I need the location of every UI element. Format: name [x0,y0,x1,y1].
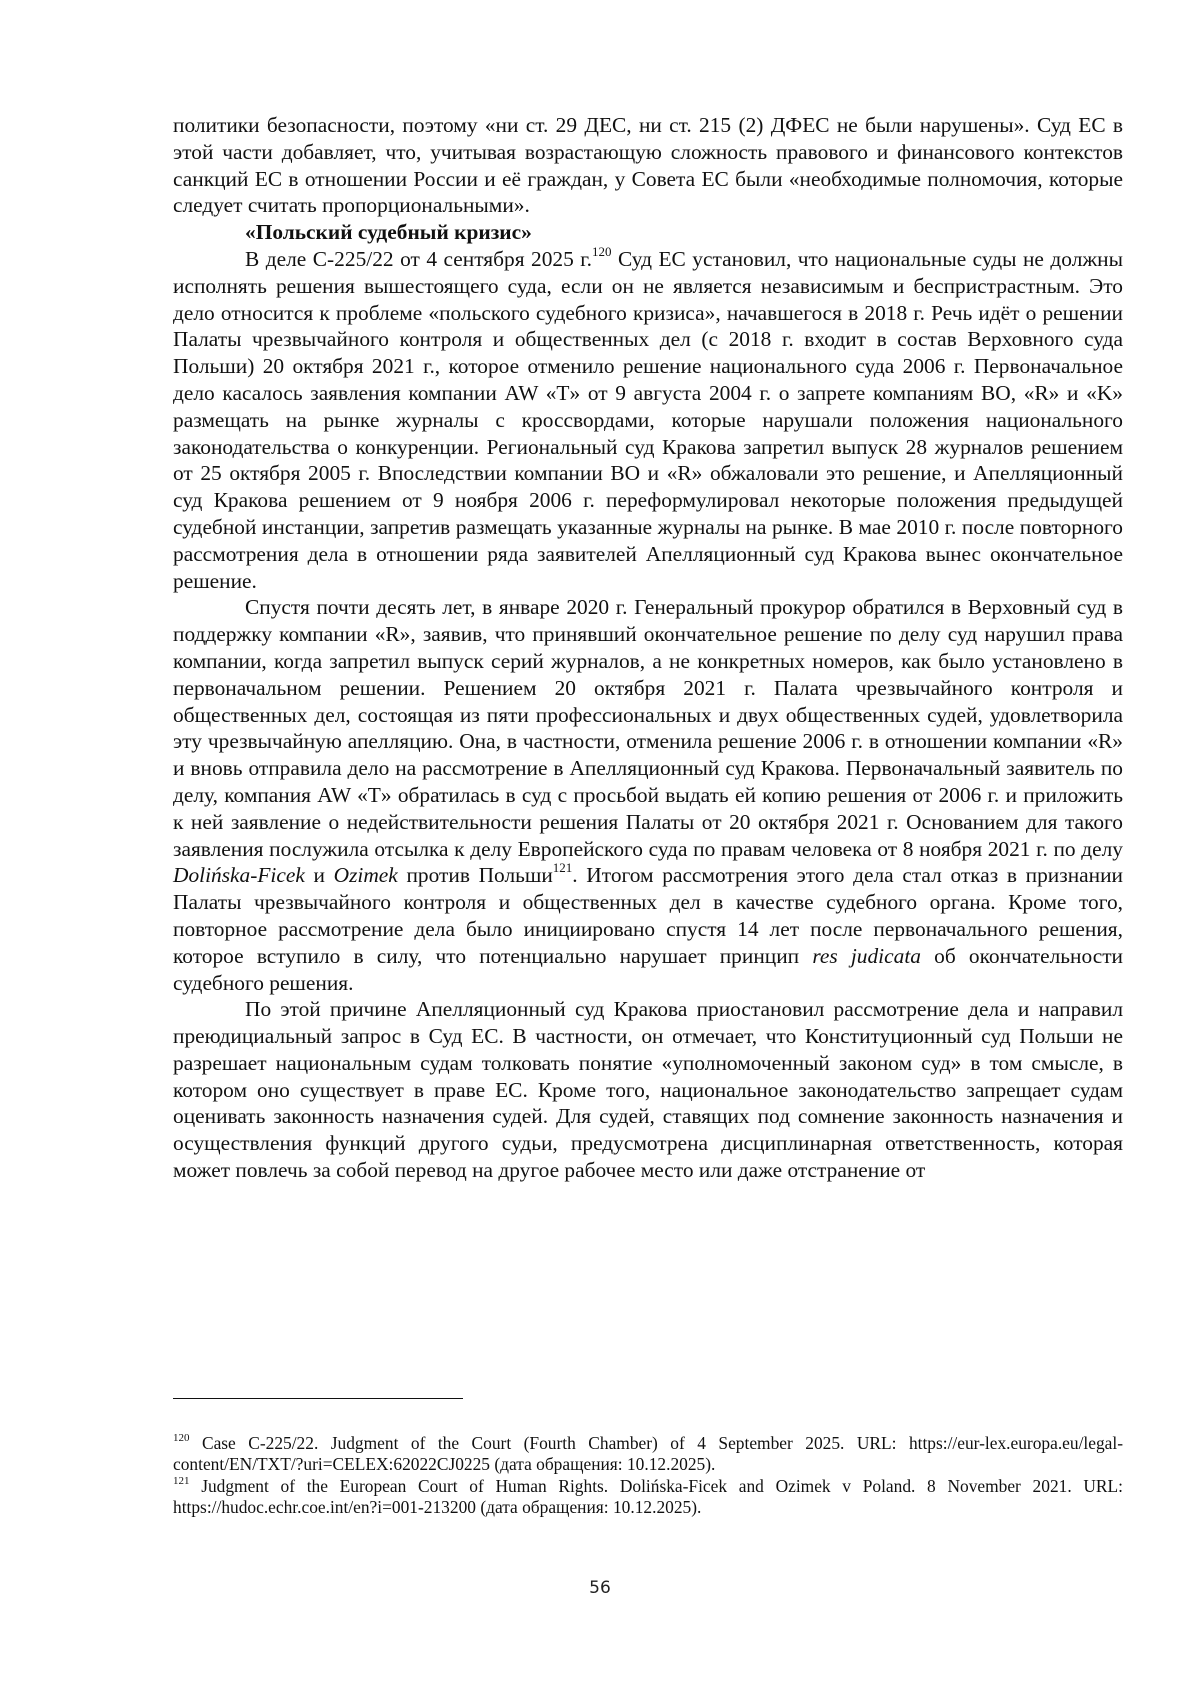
footnotes [173,1433,1123,1519]
paragraph-text: В деле C-225/22 от 4 сентября 2025 г. [245,246,593,271]
paragraph-text: и [304,863,334,888]
paragraph-prosecutor-appeal [173,594,1123,996]
paragraph-text: против Польши [397,863,553,888]
paragraph-text: . Итогом рассмотрения этого дела стал отказ в признании Палаты чрезвычайного контроля и общественных дел в качестве судебного органа. Кроме того, повторное рассмотрение дела было инициировано спустя 14 лет после первоначального решения, которое вступило в силу, что потенциально нарушает принцип [173,863,1123,968]
footnote-ref-120[interactable]: 120 [592,243,612,259]
latin-term-italic: res judicata [812,943,921,968]
paragraph-preliminary-reference: По этой причине Апелляционный суд Кракова приостановил рассмотрение дела и направил преюдициальный запрос в Суд ЕС. В частности, он отмечает, что Конституционный суд Польши не разрешает национальным судам толковать понятие «уполномоченный законом суд» в том смысле, в котором оно существует в праве ЕС. Кроме того, национальное законодательство запрещает судам оценивать законность назначения судей. Для судей, ставящих под сомнение законность назначения и осуществления функций другого судьи, предусмотрена дисциплинарная ответственность, которая может повлечь за собой перевод на другое рабочее место или даже отстранение от [173,997,1123,1183]
footnote-text: Judgment of the European Court of Human Rights. Dolińska-Ficek and Ozimek v Poland. 8 November 2021. URL: https://hudoc.echr.coe.int/en?i=001-213200 (дата обращения: 10.12.2025). [173,1475,1123,1518]
paragraph-case-c225 [173,243,1123,594]
footnote-separator [173,1398,463,1399]
page-number: 56 [589,1578,611,1598]
footnote-number: 120 [173,1432,190,1445]
footnote-number: 121 [173,1475,190,1488]
paragraph-text: Суд ЕС установил, что национальные суды не должны исполнять решения вышестоящего суда, если он не является независимым и беспристрастным. Это дело относится к проблеме «польского судебного кризиса», начавшегося в 2018 г. Речь идёт о решении Палаты чрезвычайного контроля и общественных дел (с 2018 г. входит в состав Верховного суда Польши) 20 октября 2021 г., которое отменило решение национального суда 2006 г. Первоначальное дело касалось заявления компании AW «T» от 9 августа 2004 г. о запрете компаниям BO, «R» и «K» размещать на рынке журналы с кроссвордами, которые нарушали положения национального законодательства о конкуренции. Региональный суд Кракова запретил выпуск 28 журналов решением от 25 октября 2005 г. Впоследствии компании BO и «R» обжаловали это решение, и Апелляционный суд Кракова решением от 9 ноября 2006 г. переформулировал некоторые положения предыдущей судебной инстанции, запретив размещать указанные журналы на рынке. В мае 2010 г. после повторного рассмотрения дела в отношении ряда заявителей Апелляционный суд Кракова вынес окончательное решение. [173,246,1123,593]
footnote-text: Case C-225/22. Judgment of the Court (Fourth Chamber) of 4 September 2025. URL: https://eur-lex.europa.eu/legal-content/EN/TXT/?uri=CELEX:62022CJ0225 (дата обращения: 10.12.2025). [173,1433,1123,1475]
section-heading: «Польский судебный кризис» [245,220,532,245]
case-name-italic: Dolińska-Ficek [173,863,305,888]
case-name-italic: Ozimek [333,863,398,888]
paragraph-text: Спустя почти десять лет, в январе 2020 г. Генеральный прокурор обратился в Верховный суд в поддержку компании «R», заявив, что принявший окончательное решение по делу суд нарушил права компании, когда запретил выпуск серий журналов, а не конкретных номеров, как было установлено в первоначальном решении. Решением 20 октября 2021 г. Палата чрезвычайного контроля и общественных дел, состоящая из пяти профессиональных и двух общественных судей, удовлетворила эту чрезвычайную апелляцию. Она, в частности, отменила решение 2006 г. в отношении компании «R» и вновь отправила дело на рассмотрение в Апелляционный суд Кракова. Первоначальный заявитель по делу, компания AW «T» обратилась в суд с просьбой выдать ей копию решения от 2006 г. и приложить к ней заявление о недействительности решения Палаты от 20 октября 2021 г. Основанием для такого заявления послужила отсылка к делу Европейского суда по правам человека от 8 ноября 2021 г. по делу [173,595,1123,861]
footnote-ref-121[interactable]: 121 [552,860,573,876]
footnote-121 [173,1476,1123,1519]
document-body [173,112,1123,1184]
paragraph-sanctions-conclusion: политики безопасности, поэтому «ни ст. 29 ДЕС, ни ст. 215 (2) ДФЕС не были нарушены». Суд ЕС в этой части добавляет, что, учитывая возрастающую сложность правового и финансового контекстов санкций ЕС в отношении России и её граждан, у Совета ЕС были «необходимые полномочия, которые следует считать пропорциональными». [173,113,1123,218]
paragraph-text: об окончательности судебного решения. [173,943,1124,995]
footnote-120 [173,1433,1123,1476]
